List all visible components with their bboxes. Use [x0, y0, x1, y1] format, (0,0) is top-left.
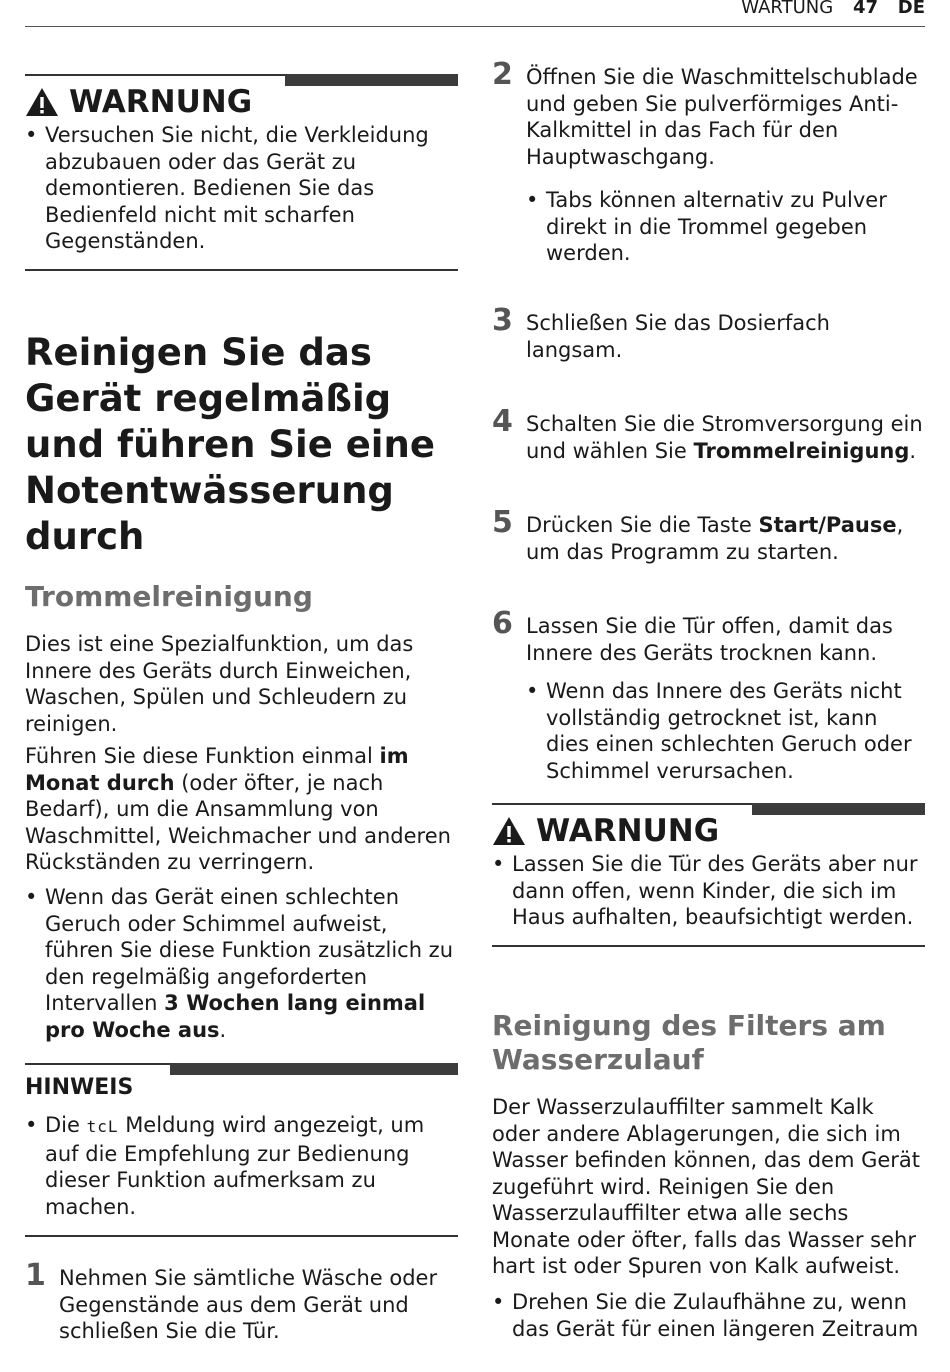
- step-2-bullet: • Tabs können alternativ zu Pulver direkt in die Trommel gegeben werden.: [526, 187, 925, 267]
- step-number-5: 5: [492, 505, 513, 540]
- warning-text: • Versuchen Sie nicht, die Verkleidung abzubauen oder das Gerät zu demontieren. Bedienen Sie das Bedienfeld nicht mit scharfen Gegenständen.: [25, 122, 458, 255]
- step-number-3: 3: [492, 303, 513, 338]
- page-number: 47: [852, 0, 879, 18]
- odor-bullet: • Wenn das Gerät einen schlechten Geruch oder Schimmel aufweist, führen Sie diese Funktion zusätzlich zu den regelmäßig angeforderten Intervallen 3 Wochen lang einmal pro Woche aus.: [25, 884, 458, 1043]
- step-number-6: 6: [492, 606, 513, 641]
- warning-heading: [25, 84, 252, 120]
- step-text-6: Lassen Sie die Tür offen, damit das Innere des Geräts trocknen kann.: [526, 614, 893, 665]
- warning2-title: WARNUNG: [536, 813, 720, 849]
- warning2-box-bottom-rule: [492, 945, 925, 947]
- tcl-display-code: tcL: [86, 1117, 119, 1136]
- subheading-filter: Reinigung des Filters am Wasserzulauf: [492, 1009, 886, 1076]
- filter-bullet: • Drehen Sie die Zulaufhähne zu, wenn das Gerät für einen längeren Zeitraum: [492, 1289, 925, 1342]
- frequency-paragraph: Führen Sie diese Funktion einmal im Monat durch (oder öfter, je nach Bedarf), um die Ansammlung von Waschmittel, Weichmacher und anderen Rückständen zu verringern.: [25, 744, 451, 874]
- warning-icon: [25, 87, 59, 117]
- step-text-5: Drücken Sie die Taste Start/Pause, um das Programm zu starten.: [526, 513, 904, 564]
- page-header: [25, 0, 925, 27]
- warning2-text: • Lassen Sie die Tür des Geräts aber nur dann offen, wenn Kinder, die sich im Haus aufhalten, beaufsichtigt werden.: [492, 851, 925, 931]
- step-number-1: 1: [25, 1258, 46, 1293]
- subheading-trommelreinigung: Trommelreinigung: [25, 580, 313, 613]
- language-code: DE: [897, 0, 925, 18]
- filter-paragraph: Der Wasserzulauffilter sammelt Kalk oder andere Ablagerungen, die sich im Wasser befinden können, das dem Gerät zugeführt wird. Reinigen Sie den Wasserzulauffilter etwa alle sechs Monate oder öfter, falls das Wasser sehr hart ist oder Spuren von Kalk aufweist.: [492, 1095, 921, 1278]
- step-text-3: Schließen Sie das Dosierfach langsam.: [526, 311, 830, 362]
- step-text-1: Nehmen Sie sämtliche Wäsche oder Gegenstände aus dem Gerät und schließen Sie die Tür.: [59, 1266, 438, 1343]
- note-title: HINWEIS: [25, 1075, 134, 1100]
- note-box-bottom-rule: [25, 1235, 458, 1237]
- warning-title: WARNUNG: [69, 84, 253, 120]
- note-text: • Die tcL Meldung wird angezeigt, um auf die Empfehlung zur Bedienung dieser Funktion aufmerksam zu machen.: [25, 1112, 458, 1220]
- warning-box-bottom-rule: [25, 269, 458, 271]
- step-6-bullet: • Wenn das Innere des Geräts nicht vollständig getrocknet ist, kann dies einen schlechten Geruch oder Schimmel verursachen.: [526, 678, 925, 784]
- section-heading: Reinigen Sie das Gerät regelmäßig und führen Sie eine Notentwässerung durch: [25, 331, 435, 558]
- intro-paragraph: Dies ist eine Spezialfunktion, um das Innere des Geräts durch Einweichen, Waschen, Spülen und Schleudern zu reinigen.: [25, 632, 414, 736]
- warning2-heading: [492, 813, 719, 849]
- step-number-2: 2: [492, 57, 513, 92]
- step-text-4: Schalten Sie die Stromversorgung ein und wählen Sie Trommelreinigung.: [526, 412, 923, 463]
- section-title: WARTUNG: [741, 0, 834, 18]
- step-number-4: 4: [492, 404, 513, 439]
- note-box-top-rule: [25, 1063, 458, 1075]
- step-text-2: Öffnen Sie die Waschmittelschublade und geben Sie pulverförmiges Anti-Kalkmittel in das Fach für den Hauptwaschgang.: [526, 65, 918, 169]
- warning-icon: [492, 816, 526, 846]
